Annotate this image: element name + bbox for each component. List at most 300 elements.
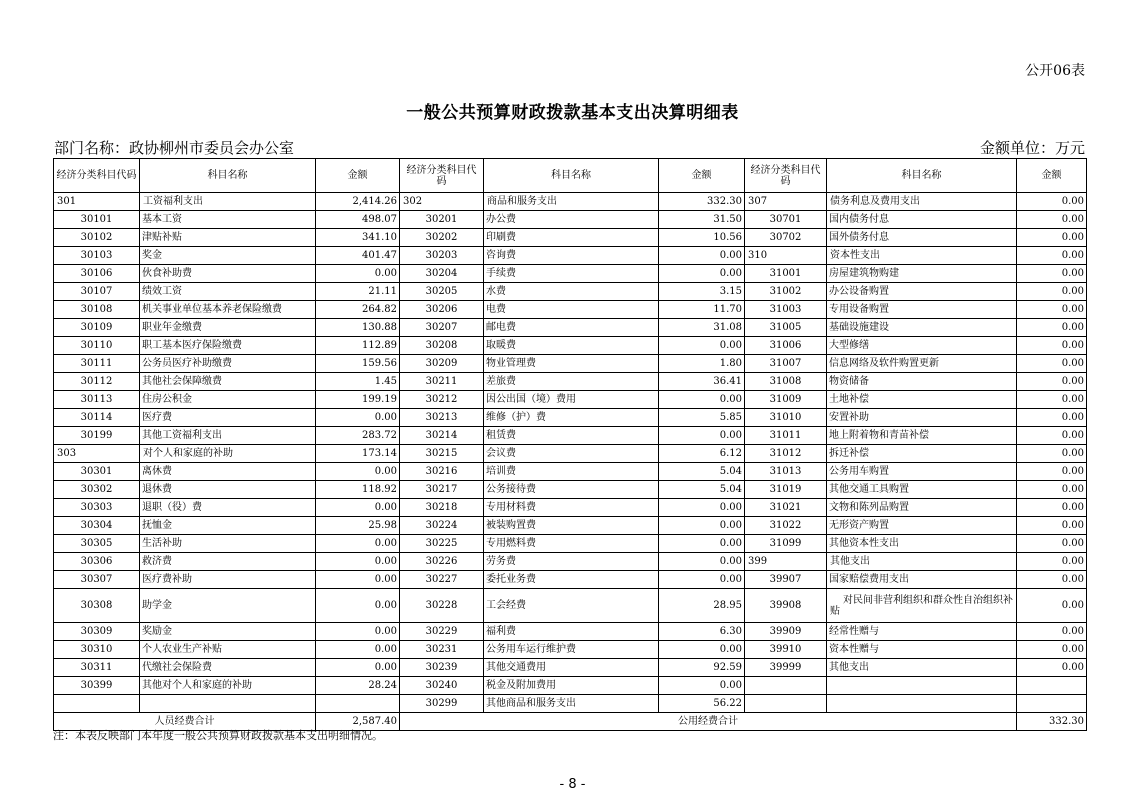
row-code: 30101	[54, 211, 140, 229]
row-code: 30309	[54, 623, 140, 641]
row-name: 维修（护）费	[484, 409, 659, 427]
row-amount: 0.00	[316, 535, 400, 553]
row-amount: 0.00	[316, 499, 400, 517]
table-row	[54, 623, 1087, 641]
row-code: 30227	[400, 571, 484, 589]
table-row	[54, 373, 1087, 391]
row-amount: 6.12	[659, 445, 745, 463]
form-code: 公开06表	[1025, 63, 1085, 79]
row-name: 其他社会保障缴费	[140, 373, 316, 391]
row-name: 其他商品和服务支出	[484, 695, 659, 713]
header-amount-2: 金额	[659, 159, 745, 193]
row-name: 专用设备购置	[827, 301, 1017, 319]
row-name: 资本性赠与	[827, 641, 1017, 659]
public-total-label: 公用经费合计	[400, 713, 1017, 731]
row-amount: 112.89	[316, 337, 400, 355]
row-code: 30114	[54, 409, 140, 427]
row-amount: 0.00	[316, 623, 400, 641]
row-code: 31099	[745, 535, 827, 553]
row-code: 31012	[745, 445, 827, 463]
row-amount: 0.00	[1017, 481, 1087, 499]
row-code: 30229	[400, 623, 484, 641]
row-name: 因公出国（境）费用	[484, 391, 659, 409]
row-name: 办公费	[484, 211, 659, 229]
row-amount: 92.59	[659, 659, 745, 677]
table-header-row	[54, 159, 1087, 193]
row-name: 房屋建筑物购建	[827, 265, 1017, 283]
row-amount: 0.00	[1017, 517, 1087, 535]
row-amount: 56.22	[659, 695, 745, 713]
row-code: 30111	[54, 355, 140, 373]
table-row	[54, 445, 1087, 463]
row-amount: 28.24	[316, 677, 400, 695]
row-code: 30302	[54, 481, 140, 499]
row-amount: 0.00	[659, 517, 745, 535]
personnel-total-amount: 2,587.40	[316, 713, 400, 731]
row-code	[745, 677, 827, 695]
row-name: 其他资本性支出	[827, 535, 1017, 553]
row-name: 职业年金缴费	[140, 319, 316, 337]
row-name: 手续费	[484, 265, 659, 283]
row-amount: 0.00	[1017, 355, 1087, 373]
row-name: 商品和服务支出	[484, 193, 659, 211]
row-amount: 31.50	[659, 211, 745, 229]
row-name: 医疗费补助	[140, 571, 316, 589]
row-name: 住房公积金	[140, 391, 316, 409]
row-code: 31001	[745, 265, 827, 283]
row-name: 公务用车运行维护费	[484, 641, 659, 659]
header-code-2: 经济分类科目代码	[400, 159, 484, 193]
row-code: 30224	[400, 517, 484, 535]
row-amount	[1017, 695, 1087, 713]
table-row	[54, 193, 1087, 211]
row-code: 302	[400, 193, 484, 211]
row-amount: 401.47	[316, 247, 400, 265]
row-name: 职工基本医疗保险缴费	[140, 337, 316, 355]
row-code: 31013	[745, 463, 827, 481]
row-amount: 0.00	[659, 553, 745, 571]
row-code: 30303	[54, 499, 140, 517]
row-amount: 5.04	[659, 463, 745, 481]
personnel-total-label: 人员经费合计	[54, 713, 316, 731]
table-row	[54, 481, 1087, 499]
table-row	[54, 677, 1087, 695]
row-code: 30213	[400, 409, 484, 427]
row-code: 30201	[400, 211, 484, 229]
row-name: 税金及附加费用	[484, 677, 659, 695]
row-amount: 0.00	[659, 337, 745, 355]
row-code: 39907	[745, 571, 827, 589]
table-row	[54, 355, 1087, 373]
row-code: 30205	[400, 283, 484, 301]
row-code: 30239	[400, 659, 484, 677]
row-name: 工会经费	[484, 589, 659, 623]
row-code: 30308	[54, 589, 140, 623]
row-amount	[316, 695, 400, 713]
row-amount: 0.00	[1017, 553, 1087, 571]
row-code: 30211	[400, 373, 484, 391]
row-amount: 6.30	[659, 623, 745, 641]
row-code: 31011	[745, 427, 827, 445]
row-code: 310	[745, 247, 827, 265]
row-code: 30301	[54, 463, 140, 481]
row-code: 30204	[400, 265, 484, 283]
row-code: 31003	[745, 301, 827, 319]
row-name: 其他支出	[827, 553, 1017, 571]
table-row	[54, 265, 1087, 283]
row-code: 30304	[54, 517, 140, 535]
row-name: 其他交通工具购置	[827, 481, 1017, 499]
row-code: 39908	[745, 589, 827, 623]
row-name: 资本性支出	[827, 247, 1017, 265]
row-code: 39999	[745, 659, 827, 677]
table-row	[54, 319, 1087, 337]
row-amount: 0.00	[316, 265, 400, 283]
row-amount: 11.70	[659, 301, 745, 319]
row-code: 30701	[745, 211, 827, 229]
row-amount: 0.00	[659, 499, 745, 517]
table-row	[54, 427, 1087, 445]
row-name: 地上附着物和青苗补偿	[827, 427, 1017, 445]
table-row	[54, 695, 1087, 713]
row-code: 30306	[54, 553, 140, 571]
table-row	[54, 589, 1087, 623]
row-code: 31002	[745, 283, 827, 301]
table-row	[54, 283, 1087, 301]
row-code: 30218	[400, 499, 484, 517]
row-code: 31019	[745, 481, 827, 499]
row-name: 其他对个人和家庭的补助	[140, 677, 316, 695]
row-name: 债务利息及费用支出	[827, 193, 1017, 211]
header-amount-1: 金额	[316, 159, 400, 193]
row-code: 30102	[54, 229, 140, 247]
row-name: 代缴社会保险费	[140, 659, 316, 677]
table-note: 注：本表反映部门本年度一般公共预算财政拨款基本支出明细情况。	[53, 729, 383, 742]
public-total-amount: 332.30	[1017, 713, 1087, 731]
row-amount: 0.00	[659, 391, 745, 409]
table-row	[54, 211, 1087, 229]
row-code: 303	[54, 445, 140, 463]
row-code: 31021	[745, 499, 827, 517]
row-amount: 498.07	[316, 211, 400, 229]
row-name: 退休费	[140, 481, 316, 499]
row-amount: 199.19	[316, 391, 400, 409]
row-name: 医疗费	[140, 409, 316, 427]
row-name: 生活补助	[140, 535, 316, 553]
header-name-1: 科目名称	[140, 159, 316, 193]
row-amount: 0.00	[659, 427, 745, 445]
row-code: 31008	[745, 373, 827, 391]
row-code: 30702	[745, 229, 827, 247]
row-code: 30112	[54, 373, 140, 391]
row-code: 30228	[400, 589, 484, 623]
row-code: 30107	[54, 283, 140, 301]
row-name: 咨询费	[484, 247, 659, 265]
amount-unit: 金额单位：万元	[979, 139, 1085, 157]
row-code: 30310	[54, 641, 140, 659]
row-amount: 0.00	[316, 553, 400, 571]
row-code: 30108	[54, 301, 140, 319]
row-amount: 0.00	[1017, 319, 1087, 337]
row-name: 邮电费	[484, 319, 659, 337]
row-name: 公务用车购置	[827, 463, 1017, 481]
row-amount: 0.00	[316, 641, 400, 659]
row-amount: 28.95	[659, 589, 745, 623]
row-amount: 173.14	[316, 445, 400, 463]
row-name: 国内债务付息	[827, 211, 1017, 229]
row-amount: 0.00	[1017, 391, 1087, 409]
header-amount-3: 金额	[1017, 159, 1087, 193]
row-name: 取暖费	[484, 337, 659, 355]
row-name	[827, 695, 1017, 713]
row-amount: 0.00	[1017, 409, 1087, 427]
row-code: 31009	[745, 391, 827, 409]
row-name: 对个人和家庭的补助	[140, 445, 316, 463]
row-name: 会议费	[484, 445, 659, 463]
row-amount: 264.82	[316, 301, 400, 319]
row-name: 印刷费	[484, 229, 659, 247]
row-amount: 332.30	[659, 193, 745, 211]
row-amount: 0.00	[316, 589, 400, 623]
row-code: 30206	[400, 301, 484, 319]
row-amount: 0.00	[316, 659, 400, 677]
row-amount: 0.00	[659, 571, 745, 589]
row-amount: 0.00	[316, 409, 400, 427]
row-name: 大型修缮	[827, 337, 1017, 355]
row-amount: 0.00	[1017, 641, 1087, 659]
row-amount: 31.08	[659, 319, 745, 337]
row-name: 福利费	[484, 623, 659, 641]
row-name: 奖金	[140, 247, 316, 265]
row-amount: 0.00	[1017, 499, 1087, 517]
row-code: 30305	[54, 535, 140, 553]
row-amount: 0.00	[659, 535, 745, 553]
row-code: 39910	[745, 641, 827, 659]
row-name: 物业管理费	[484, 355, 659, 373]
row-code: 30231	[400, 641, 484, 659]
row-amount: 0.00	[1017, 229, 1087, 247]
row-name: 基础设施建设	[827, 319, 1017, 337]
row-amount: 0.00	[1017, 463, 1087, 481]
row-amount: 0.00	[1017, 445, 1087, 463]
row-name: 物资储备	[827, 373, 1017, 391]
row-name: 文物和陈列品购置	[827, 499, 1017, 517]
row-amount: 0.00	[1017, 247, 1087, 265]
expenditure-table	[53, 158, 1087, 731]
table-row	[54, 463, 1087, 481]
row-name	[827, 677, 1017, 695]
table-row	[54, 659, 1087, 677]
row-code: 31006	[745, 337, 827, 355]
row-name: 委托业务费	[484, 571, 659, 589]
row-name: 差旅费	[484, 373, 659, 391]
header-code-3: 经济分类科目代码	[745, 159, 827, 193]
row-amount: 21.11	[316, 283, 400, 301]
row-name: 国外债务付息	[827, 229, 1017, 247]
row-amount: 0.00	[1017, 283, 1087, 301]
row-amount: 0.00	[1017, 211, 1087, 229]
row-name: 救济费	[140, 553, 316, 571]
row-code: 399	[745, 553, 827, 571]
row-amount: 0.00	[1017, 265, 1087, 283]
department-name: 部门名称：政协柳州市委员会办公室	[54, 139, 295, 157]
row-amount	[1017, 677, 1087, 695]
row-name: 退职（役）费	[140, 499, 316, 517]
row-code: 30203	[400, 247, 484, 265]
row-code: 30110	[54, 337, 140, 355]
row-code: 31005	[745, 319, 827, 337]
page-title: 一般公共预算财政拨款基本支出决算明细表	[406, 103, 739, 123]
row-code: 30216	[400, 463, 484, 481]
header-code-1: 经济分类科目代码	[54, 159, 140, 193]
row-amount: 0.00	[316, 571, 400, 589]
row-name: 劳务费	[484, 553, 659, 571]
table-row	[54, 571, 1087, 589]
row-amount: 0.00	[1017, 571, 1087, 589]
row-amount: 1.45	[316, 373, 400, 391]
table-row	[54, 337, 1087, 355]
row-code: 30215	[400, 445, 484, 463]
row-code	[745, 695, 827, 713]
row-amount: 5.85	[659, 409, 745, 427]
row-name: 租赁费	[484, 427, 659, 445]
row-name: 离休费	[140, 463, 316, 481]
row-amount: 130.88	[316, 319, 400, 337]
table-row	[54, 409, 1087, 427]
row-amount: 0.00	[659, 247, 745, 265]
row-amount: 0.00	[1017, 535, 1087, 553]
row-name: 水费	[484, 283, 659, 301]
table-row	[54, 247, 1087, 265]
row-name: 基本工资	[140, 211, 316, 229]
table-row	[54, 517, 1087, 535]
row-amount: 1.80	[659, 355, 745, 373]
row-amount: 0.00	[1017, 589, 1087, 623]
row-amount: 0.00	[659, 677, 745, 695]
row-code: 31010	[745, 409, 827, 427]
row-name: 专用燃料费	[484, 535, 659, 553]
row-code: 30113	[54, 391, 140, 409]
header-name-3: 科目名称	[827, 159, 1017, 193]
row-code: 31007	[745, 355, 827, 373]
row-amount: 118.92	[316, 481, 400, 499]
table-row	[54, 535, 1087, 553]
row-code: 30207	[400, 319, 484, 337]
table-row	[54, 229, 1087, 247]
row-code: 30311	[54, 659, 140, 677]
row-name: 拆迁补偿	[827, 445, 1017, 463]
row-code: 39909	[745, 623, 827, 641]
row-name: 其他工资福利支出	[140, 427, 316, 445]
row-code	[54, 695, 140, 713]
row-amount: 341.10	[316, 229, 400, 247]
row-code: 30214	[400, 427, 484, 445]
row-name	[140, 695, 316, 713]
row-name: 对民间非营利组织和群众性自治组织补贴	[827, 589, 1017, 623]
row-amount: 25.98	[316, 517, 400, 535]
row-code: 307	[745, 193, 827, 211]
row-amount: 0.00	[659, 641, 745, 659]
table-row	[54, 391, 1087, 409]
row-amount: 159.56	[316, 355, 400, 373]
row-code: 30208	[400, 337, 484, 355]
row-code: 30199	[54, 427, 140, 445]
row-code: 30209	[400, 355, 484, 373]
row-code: 30109	[54, 319, 140, 337]
row-code: 30103	[54, 247, 140, 265]
row-name: 土地补偿	[827, 391, 1017, 409]
row-amount: 0.00	[316, 463, 400, 481]
row-name: 信息网络及软件购置更新	[827, 355, 1017, 373]
row-name: 公务员医疗补助缴费	[140, 355, 316, 373]
row-name: 工资福利支出	[140, 193, 316, 211]
row-name: 培训费	[484, 463, 659, 481]
row-code: 30202	[400, 229, 484, 247]
row-name: 无形资产购置	[827, 517, 1017, 535]
row-code: 30399	[54, 677, 140, 695]
row-amount: 0.00	[1017, 659, 1087, 677]
row-name: 其他支出	[827, 659, 1017, 677]
row-name: 专用材料费	[484, 499, 659, 517]
row-amount: 0.00	[1017, 193, 1087, 211]
table-row	[54, 499, 1087, 517]
row-amount: 0.00	[1017, 301, 1087, 319]
row-name: 助学金	[140, 589, 316, 623]
row-code: 30299	[400, 695, 484, 713]
row-amount: 0.00	[1017, 373, 1087, 391]
row-name: 办公设备购置	[827, 283, 1017, 301]
row-code: 30240	[400, 677, 484, 695]
row-code: 30225	[400, 535, 484, 553]
row-amount: 283.72	[316, 427, 400, 445]
row-name: 抚恤金	[140, 517, 316, 535]
row-name: 伙食补助费	[140, 265, 316, 283]
row-name: 电费	[484, 301, 659, 319]
row-name: 安置补助	[827, 409, 1017, 427]
row-name: 个人农业生产补贴	[140, 641, 316, 659]
row-amount: 2,414.26	[316, 193, 400, 211]
row-name: 其他交通费用	[484, 659, 659, 677]
row-name: 绩效工资	[140, 283, 316, 301]
row-amount: 0.00	[1017, 427, 1087, 445]
row-code: 30106	[54, 265, 140, 283]
row-name: 津贴补贴	[140, 229, 316, 247]
row-name: 机关事业单位基本养老保险缴费	[140, 301, 316, 319]
row-name: 奖励金	[140, 623, 316, 641]
row-code: 30217	[400, 481, 484, 499]
row-name: 公务接待费	[484, 481, 659, 499]
row-name: 经常性赠与	[827, 623, 1017, 641]
row-amount: 3.15	[659, 283, 745, 301]
table-row	[54, 553, 1087, 571]
row-code: 30212	[400, 391, 484, 409]
row-code: 301	[54, 193, 140, 211]
row-amount: 10.56	[659, 229, 745, 247]
row-amount: 36.41	[659, 373, 745, 391]
row-amount: 0.00	[1017, 623, 1087, 641]
row-name: 被装购置费	[484, 517, 659, 535]
header-name-2: 科目名称	[484, 159, 659, 193]
row-code: 30307	[54, 571, 140, 589]
row-amount: 0.00	[1017, 337, 1087, 355]
row-amount: 5.04	[659, 481, 745, 499]
row-amount: 0.00	[659, 265, 745, 283]
page-number: - 8 -	[559, 777, 586, 792]
row-code: 30226	[400, 553, 484, 571]
table-row	[54, 301, 1087, 319]
row-name: 国家赔偿费用支出	[827, 571, 1017, 589]
row-code: 31022	[745, 517, 827, 535]
